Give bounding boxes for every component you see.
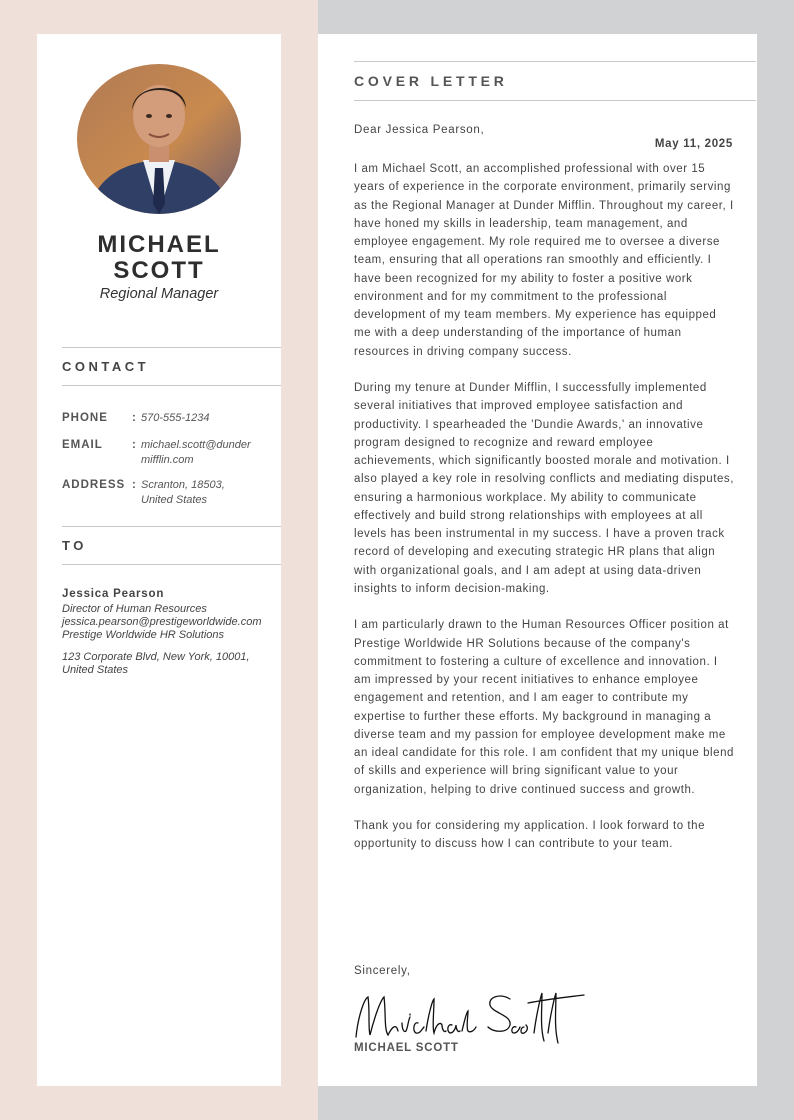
email-value: michael.scott@dundermifflin.com xyxy=(141,439,251,466)
contact-colon: : xyxy=(132,479,136,491)
contact-label: PHONE xyxy=(62,412,108,424)
recipient-address: 123 Corporate Blvd, New York, 10001, United States xyxy=(62,651,250,676)
contact-colon: : xyxy=(132,412,136,424)
recipient-name: Jessica Pearson xyxy=(62,588,165,600)
letter-body xyxy=(354,160,734,872)
profile-photo xyxy=(77,64,241,214)
letter-date: May 11, 2025 xyxy=(654,138,733,150)
candidate-name xyxy=(37,232,281,284)
recipient-email: jessica.pearson@prestigeworldwide.com xyxy=(62,616,262,628)
contact-heading: CONTACT xyxy=(62,347,281,386)
contact-colon: : xyxy=(132,439,136,451)
cover-letter-heading: COVER LETTER xyxy=(354,61,756,101)
sidebar xyxy=(37,34,281,1086)
to-heading: TO xyxy=(62,526,281,565)
salutation: Dear Jessica Pearson, xyxy=(354,124,485,136)
recipient-block xyxy=(62,588,262,677)
letter-paragraph: Thank you for considering my application. I look forward to the opportunity to discuss how I can contribute to your team. xyxy=(354,820,706,851)
closing: Sincerely, xyxy=(354,965,411,977)
recipient-company: Prestige Worldwide HR Solutions xyxy=(62,629,225,641)
letter-paragraph: During my tenure at Dunder Mifflin, I successfully implemented several initiatives that improved employee satisfaction and productivity. I spearheaded the 'Dundie Awards,' an innovative program designed to recognize and reward employee achievements, which significantly boosted morale and motivation. I also played a key role in resolving conflicts and mediating disputes, ensuring a harmonious workplace. My ability to communicate effectively and build strong relationships with employees at all levels has been instrumental in my success. I have a proven track record of developing and executing strategic HR plans that align with organizational goals, and I am adept at using data-driven insights to inform decision-making. xyxy=(354,382,734,595)
handwritten-signature xyxy=(352,987,592,1049)
contact-label: EMAIL xyxy=(62,439,103,451)
letter-panel xyxy=(318,34,757,1086)
address-value: Scranton, 18503, United States xyxy=(141,479,225,506)
phone-value: 570-555-1234 xyxy=(141,412,210,424)
candidate-role: Regional Manager xyxy=(99,286,219,302)
candidate-last-name: SCOTT xyxy=(113,257,205,284)
recipient-title: Director of Human Resources xyxy=(62,603,207,615)
letter-paragraph: I am Michael Scott, an accomplished professional with over 15 years of experience in the corporate environment, primarily serving as the Regional Manager at Dunder Mifflin. Throughout my career, I have honed my skills in leadership, team management, and employee engagement. My role required me to oversee a diverse team, ensuring that all operations ran smoothly and efficiently. I have been recognized for my ability to foster a positive work environment and for my commitment to the professional development of my team members. My experience has equipped me with a deep understanding of the importance of human resources in driving company success. xyxy=(354,163,734,358)
letter-paragraph: I am particularly drawn to the Human Resources Officer position at Prestige Worldwide HR Solutions because of the company's commitment to fostering a culture of excellence and innovation. I am impressed by your recent initiatives to enhance employee engagement and retention, and I am eager to contribute my expertise to further these efforts. My background in managing a diverse team and my passion for employee development make me an ideal candidate for this role. I am confident that my unique blend of skills and experience will bring significant value to your organization, helping to drive continued success and growth. xyxy=(354,619,734,796)
contact-label: ADDRESS xyxy=(62,479,126,491)
candidate-first-name: MICHAEL xyxy=(97,231,221,258)
signer-name: MICHAEL SCOTT xyxy=(354,1042,459,1054)
